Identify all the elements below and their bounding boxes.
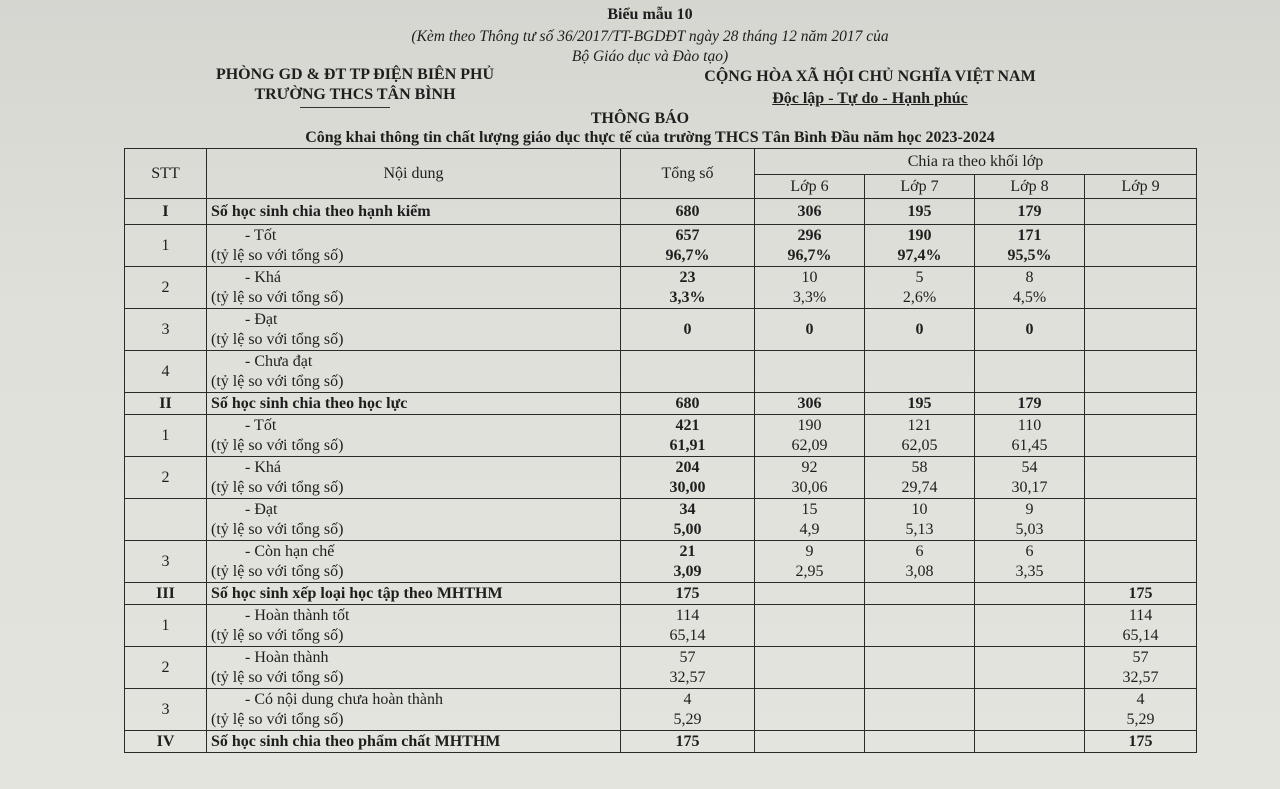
cell-stt: 2 [125,457,207,499]
table-row [125,541,1197,583]
cell-content [207,605,621,647]
cell-stt: 3 [125,541,207,583]
cell-grade-6 [755,647,865,689]
value-count: 23 [679,268,696,286]
cell-grade-8 [975,499,1085,541]
value-ratio: 4,5% [1012,288,1047,306]
value-ratio: 5,13 [905,520,934,538]
cell-stt: 2 [125,267,207,309]
cell-stt: 2 [125,647,207,689]
value-count: 92 [801,458,818,476]
cell-content [207,309,621,351]
cell-grade-9 [1085,457,1197,499]
cell-total [621,499,755,541]
table-row [125,415,1197,457]
cell-content [207,225,621,267]
value-ratio: 5,29 [1126,710,1155,728]
value-count: 15 [801,500,818,518]
cell-grade-8 [975,731,1085,753]
value-ratio: 5,00 [673,520,702,538]
school-name: TRƯỜNG THCS TÂN BÌNH [254,86,456,103]
cell-grade-6 [755,351,865,393]
value-count: 54 [1021,458,1038,476]
cell-total: 680 [621,199,755,225]
value-count: 190 [907,226,932,244]
ratio-label: (tỷ lệ so với tổng số) [211,626,344,644]
cell-content [207,415,621,457]
ratio-label: (tỷ lệ so với tổng số) [211,668,344,686]
content-label: - Đạt [245,310,278,328]
table-row [125,605,1197,647]
value-ratio: 3,08 [905,562,934,580]
cell-grade-8 [975,647,1085,689]
ratio-label: (tỷ lệ so với tổng số) [211,288,344,306]
cell-grade-7 [865,457,975,499]
cell-grade-9 [1085,309,1197,351]
value-count: 4 [683,690,692,708]
cell-total [621,541,755,583]
ratio-label: (tỷ lệ so với tổng số) [211,330,344,348]
value-ratio: 96,7% [665,246,710,264]
cell-stt: II [125,393,207,415]
cell-stt: 1 [125,225,207,267]
motto-text: Độc lập - Tự do - Hạnh phúc [772,90,968,107]
content-label: - Hoàn thành tốt [245,606,350,624]
cell-grade-9 [1085,393,1197,415]
table-row [125,393,1197,415]
cell-grade-7: 0 [865,309,975,351]
value-ratio: 62,09 [791,436,828,454]
department-name: PHÒNG GD & ĐT TP ĐIỆN BIÊN PHỦ [215,66,495,83]
cell-grade-6 [755,583,865,605]
cell-grade-6: 306 [755,199,865,225]
header-grade-6: Lớp 6 [755,175,865,199]
cell-stt: IV [125,731,207,753]
ratio-label: (tỷ lệ so với tổng số) [211,562,344,580]
value-count: 4 [1136,690,1145,708]
cell-grade-7 [865,225,975,267]
cell-total: 680 [621,393,755,415]
cell-grade-6: 306 [755,393,865,415]
cell-content: Số học sinh chia theo phẩm chất MHTHM [207,731,621,753]
cell-stt: 1 [125,415,207,457]
table-row [125,689,1197,731]
value-ratio: 62,05 [901,436,938,454]
value-count: 204 [675,458,700,476]
value-count: 171 [1017,226,1042,244]
value-ratio: 65,14 [1122,626,1159,644]
value-ratio: 5,29 [673,710,702,728]
value-count: 57 [679,648,696,666]
value-count: 58 [911,458,928,476]
value-count: 6 [915,542,924,560]
value-ratio: 29,74 [901,478,938,496]
value-count: 5 [915,268,924,286]
value-count: 657 [675,226,700,244]
ratio-label: (tỷ lệ so với tổng số) [211,372,344,390]
cell-grade-9 [1085,689,1197,731]
value-count: 9 [1025,500,1034,518]
content-label: - Có nội dung chưa hoàn thành [245,690,443,708]
table-body [125,199,1197,753]
cell-grade-8 [975,583,1085,605]
cell-grade-7 [865,499,975,541]
cell-total [621,267,755,309]
cell-grade-8 [975,605,1085,647]
cell-total [621,647,755,689]
cell-grade-9 [1085,267,1197,309]
value-count: 296 [797,226,822,244]
value-count: 10 [911,500,928,518]
cell-grade-7 [865,415,975,457]
cell-grade-7 [865,351,975,393]
cell-grade-9 [1085,605,1197,647]
form-title: Biểu mẫu 10 [607,6,693,23]
cell-grade-7 [865,731,975,753]
cell-grade-6 [755,731,865,753]
cell-grade-9 [1085,225,1197,267]
cell-grade-7 [865,541,975,583]
cell-stt: 3 [125,309,207,351]
value-count: 57 [1132,648,1149,666]
value-ratio: 97,4% [897,246,942,264]
cell-grade-8 [975,267,1085,309]
cell-grade-8 [975,225,1085,267]
cell-stt [125,499,207,541]
cell-stt: III [125,583,207,605]
cell-grade-8 [975,457,1085,499]
value-ratio: 3,09 [673,562,702,580]
header-grade-group: Chia ra theo khối lớp [755,149,1197,175]
table-row [125,731,1197,753]
content-label: - Còn hạn chế [245,542,335,560]
header-grade-8: Lớp 8 [975,175,1085,199]
cell-grade-8 [975,351,1085,393]
content-label: - Hoàn thành [245,648,329,666]
cell-total [621,351,755,393]
content-label: - Khá [245,458,281,476]
value-ratio: 32,57 [1122,668,1159,686]
cell-grade-9 [1085,415,1197,457]
cell-grade-7: 195 [865,199,975,225]
cell-grade-7 [865,689,975,731]
cell-grade-7: 195 [865,393,975,415]
value-count: 110 [1017,416,1042,434]
ratio-label: (tỷ lệ so với tổng số) [211,246,344,264]
cell-grade-8 [975,415,1085,457]
table-header-row [125,149,1197,175]
table-row [125,267,1197,309]
ratio-label: (tỷ lệ so với tổng số) [211,436,344,454]
cell-grade-9: 175 [1085,583,1197,605]
cell-content [207,457,621,499]
school-underline [300,107,390,108]
cell-total [621,605,755,647]
cell-grade-8: 179 [975,199,1085,225]
cell-grade-9 [1085,199,1197,225]
value-ratio: 30,06 [791,478,828,496]
header-stt: STT [125,149,207,199]
quality-table [124,148,1197,753]
cell-content: Số học sinh chia theo học lực [207,393,621,415]
cell-grade-6 [755,499,865,541]
notice-title: THÔNG BÁO [590,110,690,127]
cell-content [207,689,621,731]
cell-stt: I [125,199,207,225]
value-count: 21 [679,542,696,560]
cell-grade-7 [865,267,975,309]
cell-grade-6 [755,457,865,499]
cell-grade-9 [1085,351,1197,393]
cell-total [621,689,755,731]
cell-content [207,541,621,583]
content-label: - Đạt [245,500,278,518]
cell-grade-7 [865,583,975,605]
cell-grade-8 [975,541,1085,583]
value-count: 114 [675,606,700,624]
header-content: Nội dung [207,149,621,199]
cell-content [207,267,621,309]
cell-content [207,499,621,541]
value-count: 9 [805,542,814,560]
value-ratio: 2,95 [795,562,824,580]
cell-grade-6 [755,541,865,583]
value-ratio: 32,57 [669,668,706,686]
table-row [125,499,1197,541]
value-count: 121 [907,416,932,434]
cell-grade-7 [865,647,975,689]
table-row [125,199,1197,225]
table-row [125,583,1197,605]
header-total: Tổng số [621,149,755,199]
motto [700,90,1040,108]
form-note-2: Bộ Giáo dục và Đào tạo) [571,48,729,65]
cell-grade-6 [755,415,865,457]
value-ratio: 30,17 [1011,478,1048,496]
cell-total: 175 [621,731,755,753]
cell-grade-6: 0 [755,309,865,351]
cell-total [621,225,755,267]
cell-stt: 1 [125,605,207,647]
value-ratio: 5,03 [1015,520,1044,538]
value-count: 114 [1128,606,1153,624]
value-count: 34 [679,500,696,518]
value-ratio: 4,9 [799,520,820,538]
cell-content [207,647,621,689]
cell-grade-6 [755,225,865,267]
value-ratio: 30,00 [669,478,706,496]
ratio-label: (tỷ lệ so với tổng số) [211,520,344,538]
table-row [125,647,1197,689]
value-ratio: 61,45 [1011,436,1048,454]
table-row [125,309,1197,351]
value-ratio: 2,6% [902,288,937,306]
cell-grade-6 [755,689,865,731]
cell-total: 0 [621,309,755,351]
content-label: - Chưa đạt [245,352,313,370]
cell-grade-8 [975,689,1085,731]
value-ratio: 61,91 [669,436,706,454]
table-row [125,351,1197,393]
table-row [125,457,1197,499]
form-note-1: (Kèm theo Thông tư số 36/2017/TT-BGDĐT ngày 28 tháng 12 năm 2017 của [411,28,889,45]
notice-subtitle: Công khai thông tin chất lượng giáo dục thực tế của trường THCS Tân Bình Đầu năm học 2023-2024 [305,129,995,146]
cell-grade-9 [1085,541,1197,583]
value-ratio: 95,5% [1007,246,1052,264]
cell-content: Số học sinh xếp loại học tập theo MHTHM [207,583,621,605]
value-ratio: 96,7% [787,246,832,264]
table-row [125,225,1197,267]
cell-content [207,351,621,393]
cell-grade-8: 179 [975,393,1085,415]
value-count: 190 [797,416,822,434]
value-ratio: 65,14 [669,626,706,644]
header-grade-7: Lớp 7 [865,175,975,199]
value-count: 6 [1025,542,1034,560]
ratio-label: (tỷ lệ so với tổng số) [211,710,344,728]
ratio-label: (tỷ lệ so với tổng số) [211,478,344,496]
value-count: 10 [801,268,818,286]
header-grade-9: Lớp 9 [1085,175,1197,199]
cell-grade-9 [1085,647,1197,689]
value-ratio: 3,3% [792,288,827,306]
cell-grade-8: 0 [975,309,1085,351]
cell-total [621,457,755,499]
value-count: 421 [675,416,700,434]
cell-grade-6 [755,605,865,647]
content-label: - Tốt [245,226,277,244]
cell-grade-6 [755,267,865,309]
nation-name: CỘNG HÒA XÃ HỘI CHỦ NGHĨA VIỆT NAM [704,68,1036,85]
cell-total [621,415,755,457]
value-ratio: 3,35 [1015,562,1044,580]
cell-grade-9 [1085,499,1197,541]
value-count: 8 [1025,268,1034,286]
cell-grade-7 [865,605,975,647]
cell-content: Số học sinh chia theo hạnh kiểm [207,199,621,225]
value-ratio: 3,3% [669,288,706,306]
cell-stt: 3 [125,689,207,731]
content-label: - Tốt [245,416,277,434]
content-label: - Khá [245,268,281,286]
cell-total: 175 [621,583,755,605]
cell-stt: 4 [125,351,207,393]
cell-grade-9: 175 [1085,731,1197,753]
